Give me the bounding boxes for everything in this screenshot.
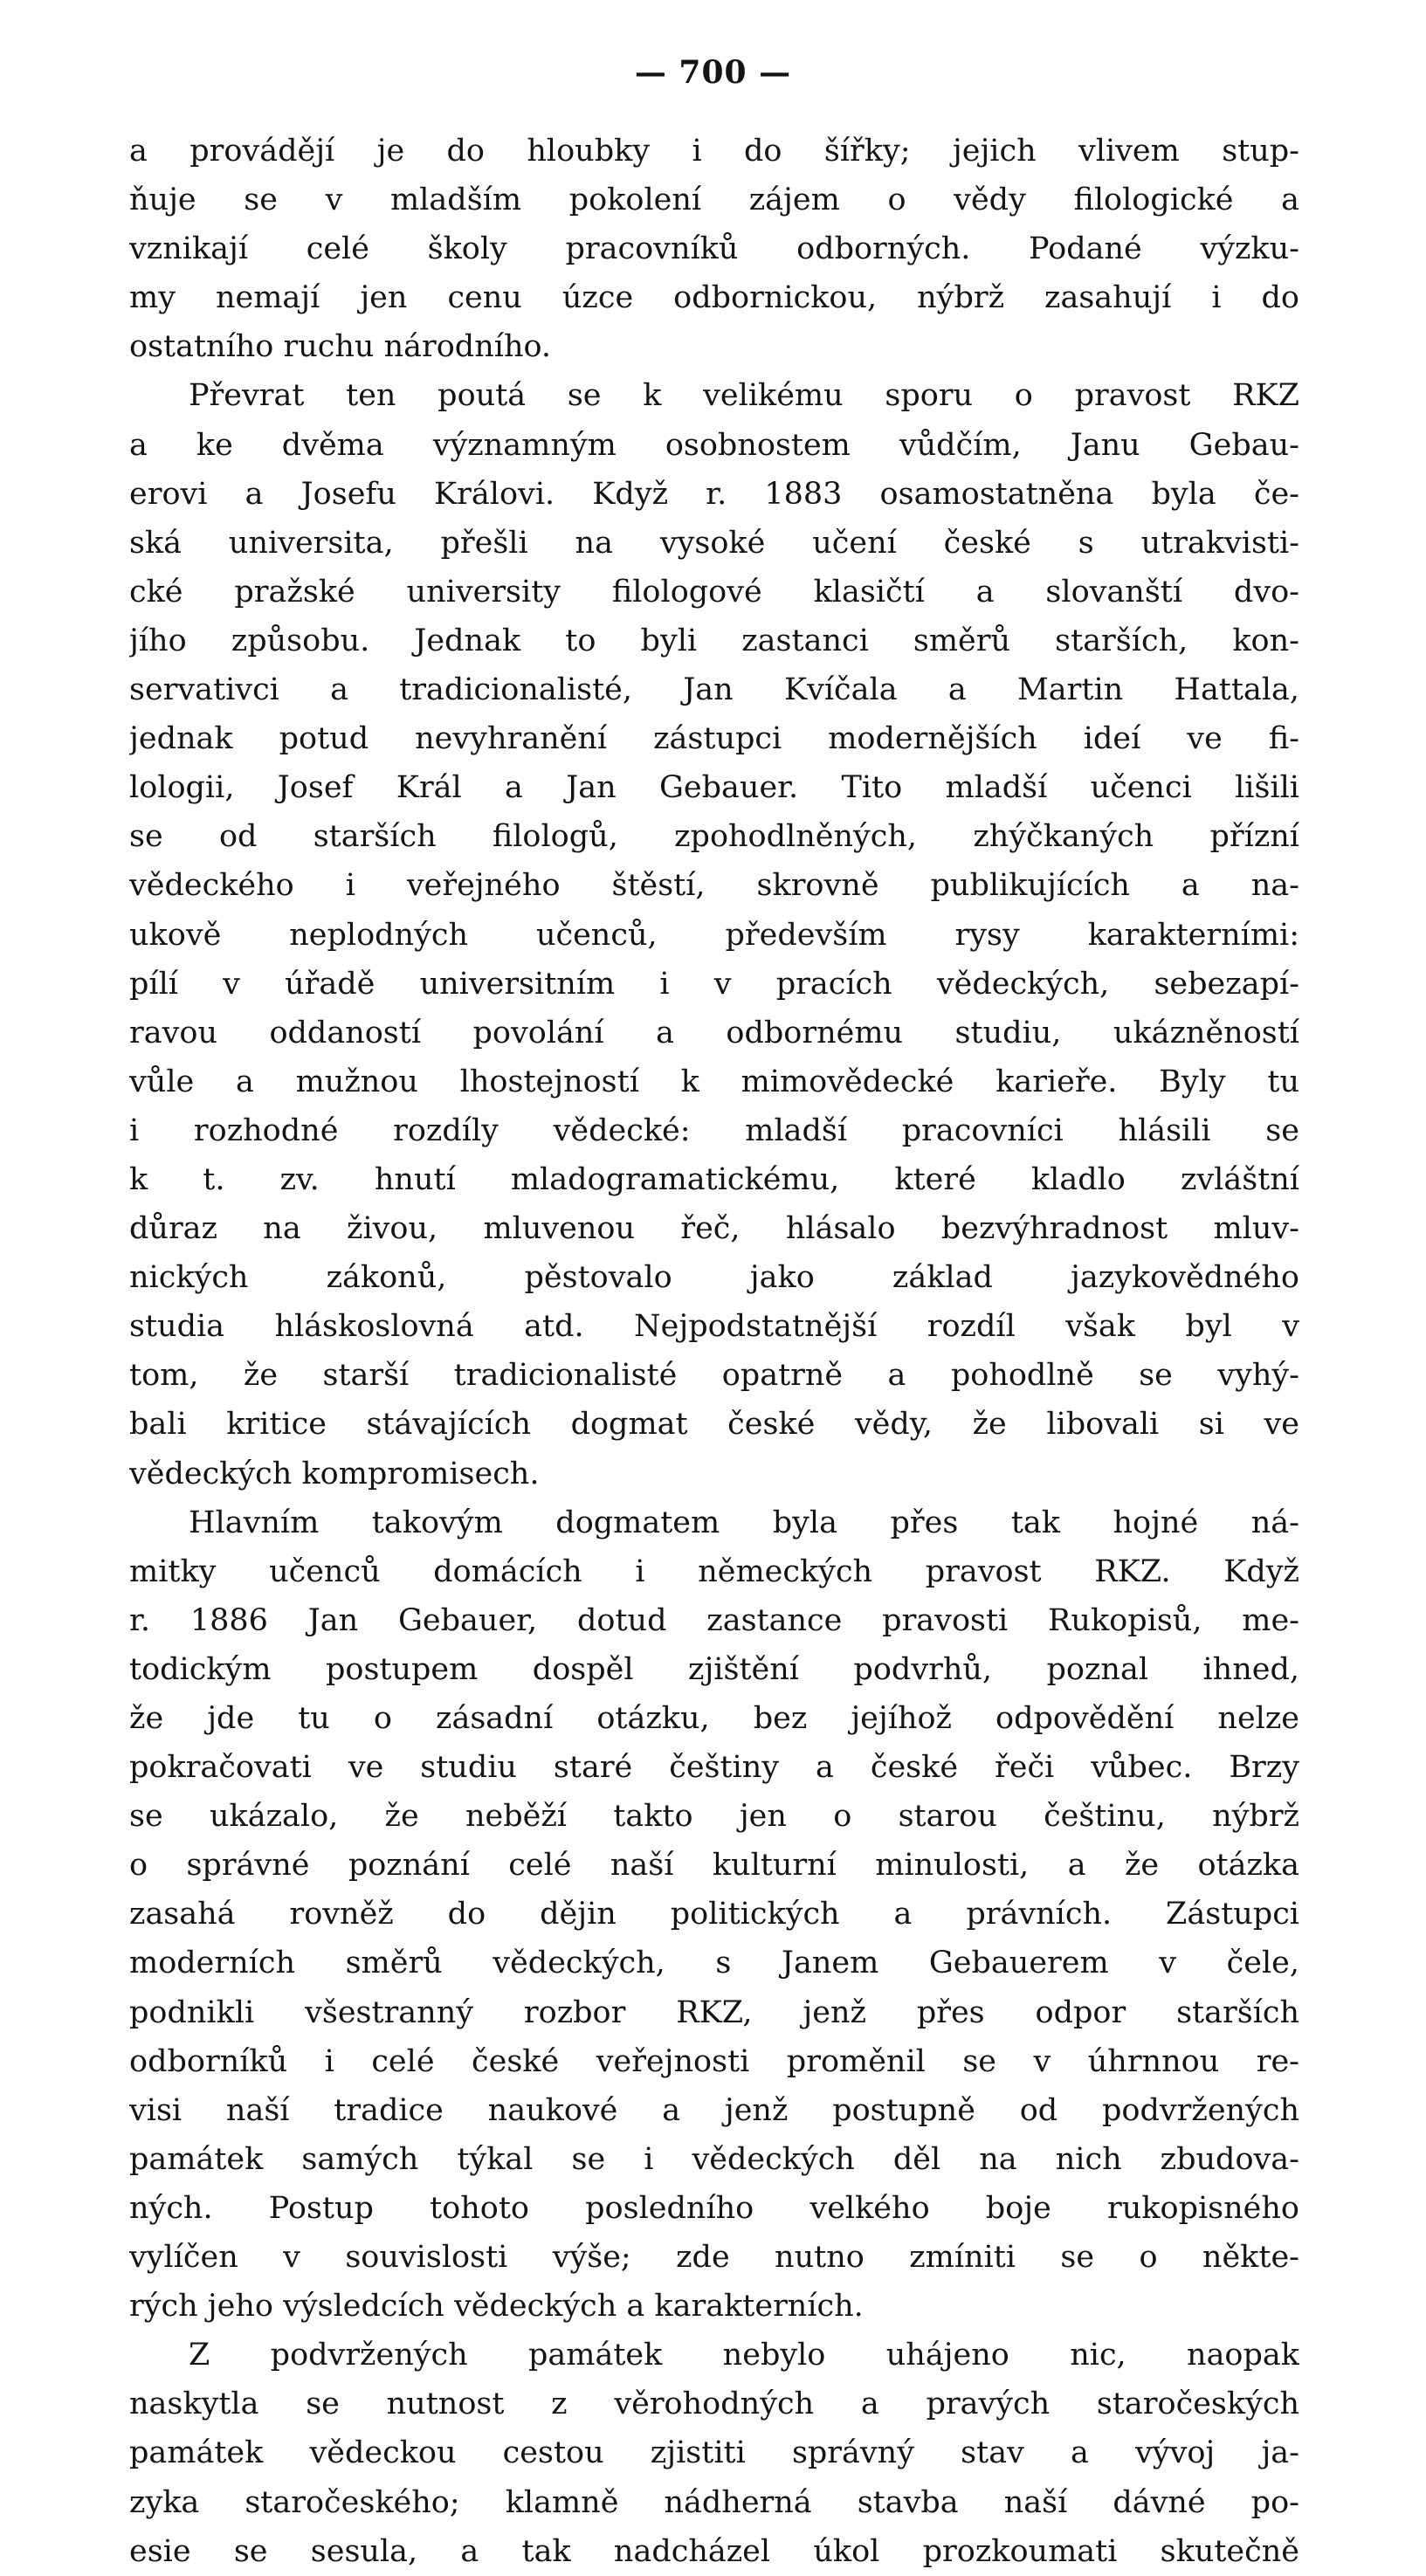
text-line: ných. Postup tohoto posledního velkého boje rukopisného xyxy=(129,2190,1299,2226)
text-line: památek samých týkal se i vědeckých děl na nich zbudova- xyxy=(129,2141,1299,2177)
text-line: studia hláskoslovná atd. Nejpodstatnější rozdíl však byl v xyxy=(129,1309,1299,1345)
text-line: lologii, Josef Král a Jan Gebauer. Tito mladší učenci lišili xyxy=(129,770,1299,806)
text-line: odborníků i celé české veřejnosti proměnil se v úhrnnou re- xyxy=(129,2043,1299,2079)
text-line: ňuje se v mladším pokolení zájem o vědy filologické a xyxy=(129,183,1299,218)
page-number: — 700 — xyxy=(634,54,792,91)
text-line: pílí v úřadě universitním i v pracích vědeckých, sebezapí- xyxy=(129,966,1299,1002)
text-line: vznikají celé školy pracovníků odborných. Podané výzku- xyxy=(129,231,1299,267)
text-line: rých jeho výsledcích vědeckých a karakterních. xyxy=(129,2289,864,2325)
text-line: pokračovati ve studiu staré češtiny a české řeči vůbec. Brzy xyxy=(129,1750,1299,1786)
text-line: se od starších filologů, zpohodlněných, zhýčkaných přízní xyxy=(129,819,1299,855)
text-line: jednak potud nevyhranění zástupci modernějších ideí ve fi- xyxy=(129,721,1299,757)
text-line: naskytla se nutnost z věrohodných a pravých staročeských xyxy=(129,2387,1299,2422)
text-line: památek vědeckou cestou zjistiti správný stav a vývoj ja- xyxy=(129,2435,1299,2471)
text-line: esie se sesula, a tak nadcházel úkol prozkoumati skutečně xyxy=(129,2533,1299,2569)
text-line: vůle a mužnou lhostejností k mimovědecké karieře. Byly tu xyxy=(129,1064,1299,1099)
text-line: podnikli všestranný rozbor RKZ, jenž přes odpor starších xyxy=(129,1994,1299,2030)
text-line: ská universita, přešli na vysoké učení české s utrakvisti- xyxy=(129,525,1299,561)
text-line: vědeckých kompromisech. xyxy=(129,1456,540,1491)
text-line: k t. zv. hnutí mladogramatickému, které kladlo zvláštní xyxy=(129,1161,1299,1197)
text-line: cké pražské university filologové klasičtí a slovanští dvo- xyxy=(129,574,1299,610)
body-text xyxy=(129,127,1299,2576)
text-line: Hlavním takovým dogmatem byla přes tak hojné ná- xyxy=(189,1505,1299,1540)
text-line: a provádějí je do hloubky i do šířky; jejich vlivem stup- xyxy=(129,134,1299,169)
text-line: erovi a Josefu Královi. Když r. 1883 osamostatněna byla če- xyxy=(129,476,1299,512)
text-line: bali kritice stávajících dogmat české vědy, že libovali si ve xyxy=(129,1407,1299,1443)
text-line: Z podvržených památek nebylo uhájeno nic, naopak xyxy=(189,2338,1299,2373)
text-line: důraz na živou, mluvenou řeč, hlásalo bezvýhradnost mluv- xyxy=(129,1211,1299,1247)
text-line: vědeckého i veřejného štěstí, skrovně publikujících a na- xyxy=(129,868,1299,904)
text-line: vylíčen v souvislosti výše; zde nutno zmíniti se o někte- xyxy=(129,2240,1299,2276)
text-line: zasahá rovněž do dějin politických a právních. Zástupci xyxy=(129,1897,1299,1932)
text-line: ravou oddaností povolání a odbornému studiu, ukázněností xyxy=(129,1015,1299,1050)
text-line: visi naší tradice naukové a jenž postupně od podvržených xyxy=(129,2092,1299,2128)
text-line: servativci a tradicionalisté, Jan Kvíčala a Martin Hattala, xyxy=(129,672,1299,708)
text-line: todickým postupem dospěl zjištění podvrhů, poznal ihned, xyxy=(129,1651,1299,1687)
text-line: tom, že starší tradicionalisté opatrně a pohodlně se vyhý- xyxy=(129,1358,1299,1394)
text-line: r. 1886 Jan Gebauer, dotud zastance pravosti Rukopisů, me- xyxy=(129,1602,1299,1638)
text-line: že jde tu o zásadní otázku, bez jejíhož odpovědění nelze xyxy=(129,1701,1299,1736)
text-line: my nemají jen cenu úzce odbornickou, nýbrž zasahují i do xyxy=(129,280,1299,316)
text-line: ostatního ruchu národního. xyxy=(129,329,552,365)
text-line: jího způsobu. Jednak to byli zastanci směrů starších, kon- xyxy=(129,623,1299,658)
text-line: i rozhodné rozdíly vědecké: mladší pracovníci hlásili se xyxy=(129,1112,1299,1148)
text-line: mitky učenců domácích i německých pravost RKZ. Když xyxy=(129,1553,1299,1589)
text-line: moderních směrů vědeckých, s Janem Gebauerem v čele, xyxy=(129,1946,1299,1981)
text-line: se ukázalo, že neběží takto jen o starou češtinu, nýbrž xyxy=(129,1799,1299,1835)
text-line: o správné poznání celé naší kulturní minulosti, a že otázka xyxy=(129,1848,1299,1884)
text-line: ukově neplodných učenců, především rysy karakterními: xyxy=(129,917,1299,953)
text-line: nických zákonů, pěstovalo jako základ jazykovědného xyxy=(129,1260,1299,1296)
text-line: Převrat ten poutá se k velikému sporu o pravost RKZ xyxy=(189,378,1299,414)
text-line: a ke dvěma významným osobnostem vůdčím, Janu Gebau- xyxy=(129,427,1299,463)
text-line: zyka staročeského; klamně nádherná stavba naší dávné po- xyxy=(129,2484,1299,2520)
